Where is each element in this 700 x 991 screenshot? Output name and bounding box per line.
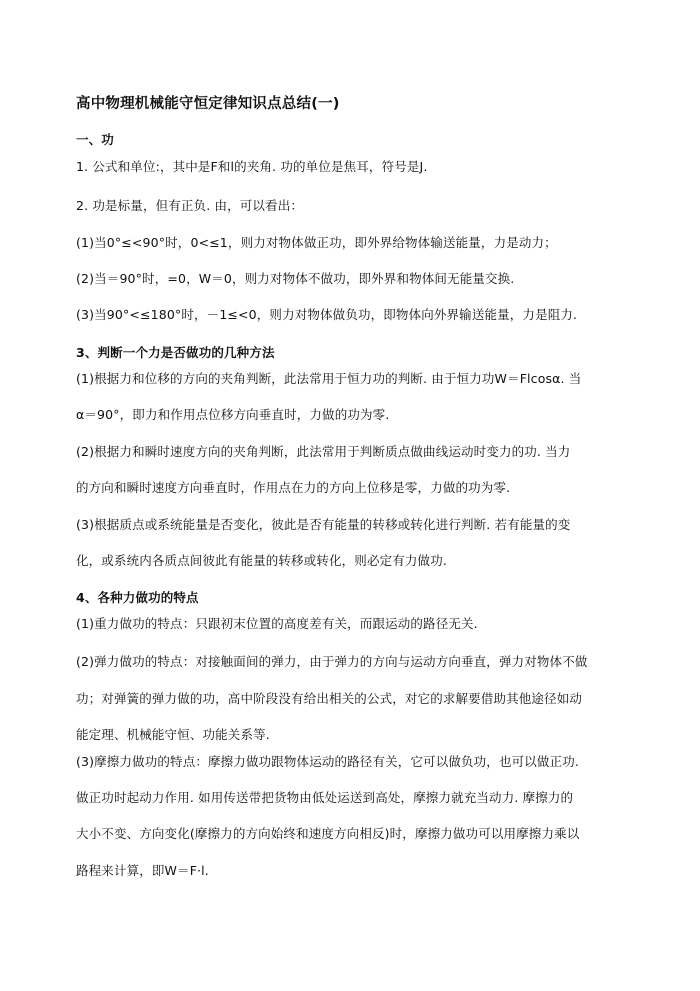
paragraph-line: (3)根据质点或系统能量是否变化，彼此是否有能量的转移或转化进行判断. 若有能量的变 [76, 517, 571, 532]
paragraph-line: 大小不变、方向变化(摩擦力的方向始终和速度方向相反)时，摩擦力做功可以用摩擦力乘以 [76, 826, 580, 841]
paragraph-line: (3)摩擦力做功的特点：摩擦力做功跟物体运动的路径有关，它可以做负功，也可以做正功. [76, 754, 579, 769]
paragraph-line: 功；对弹簧的弹力做的功，高中阶段没有给出相关的公式，对它的求解要借助其他途径如动 [76, 691, 583, 706]
paragraph-line: 能定理、机械能守恒、功能关系等. [76, 727, 270, 742]
paragraph-line: (2)弹力做功的特点：对接触面间的弹力，由于弹力的方向与运动方向垂直，弹力对物体不做 [76, 654, 588, 669]
paragraph-line: α＝90°，即力和作用点位移方向垂直时，力做的功为零. [76, 407, 390, 422]
section-heading-work: 一、功 [76, 132, 114, 147]
page-title: 高中物理机械能守恒定律知识点总结(一) [76, 96, 340, 112]
paragraph-line: (1)根据力和位移的方向的夹角判断，此法常用于恒力功的判断. 由于恒力功W＝Flcosα. 当 [76, 371, 582, 386]
paragraph-line: 的方向和瞬时速度方向垂直时，作用点在力的方向上位移是零，力做的功为零. [76, 480, 511, 495]
paragraph-line: 做正功时起动力作用. 如用传送带把货物由低处运送到高处，摩擦力就充当动力. 摩擦力的 [76, 790, 574, 805]
paragraph-line: 化，或系统内各质点间彼此有能量的转移或转化，则必定有力做功. [76, 553, 447, 568]
paragraph-line: (3)当90°<≤180°时，－1≤<0，则力对物体做负功，即物体向外界输送能量，力是阻力. [76, 307, 578, 322]
paragraph-line: (1)重力做功的特点：只跟初末位置的高度差有关，而跟运动的路径无关. [76, 616, 478, 631]
paragraph-line: 2. 功是标量，但有正负. 由，可以看出： [76, 198, 303, 213]
paragraph-line: (2)根据力和瞬时速度方向的夹角判断，此法常用于判断质点做曲线运动时变力的功. 当力 [76, 444, 571, 459]
section-heading-forces: 4、各种力做功的特点 [76, 590, 199, 605]
section-heading-judge: 3、判断一个力是否做功的几种方法 [76, 345, 275, 360]
paragraph-line: 路程来计算，即W＝F·l. [76, 863, 209, 878]
paragraph-line: 1. 公式和单位:，其中是F和l的夹角. 功的单位是焦耳，符号是J. [76, 159, 428, 174]
paragraph-line: (2)当＝90°时，=0，W＝0，则力对物体不做功，即外界和物体间无能量交换. [76, 271, 515, 286]
paragraph-line: (1)当0°≤<90°时，0<≤1，则力对物体做正功，即外界给物体输送能量，力是动力； [76, 235, 557, 250]
